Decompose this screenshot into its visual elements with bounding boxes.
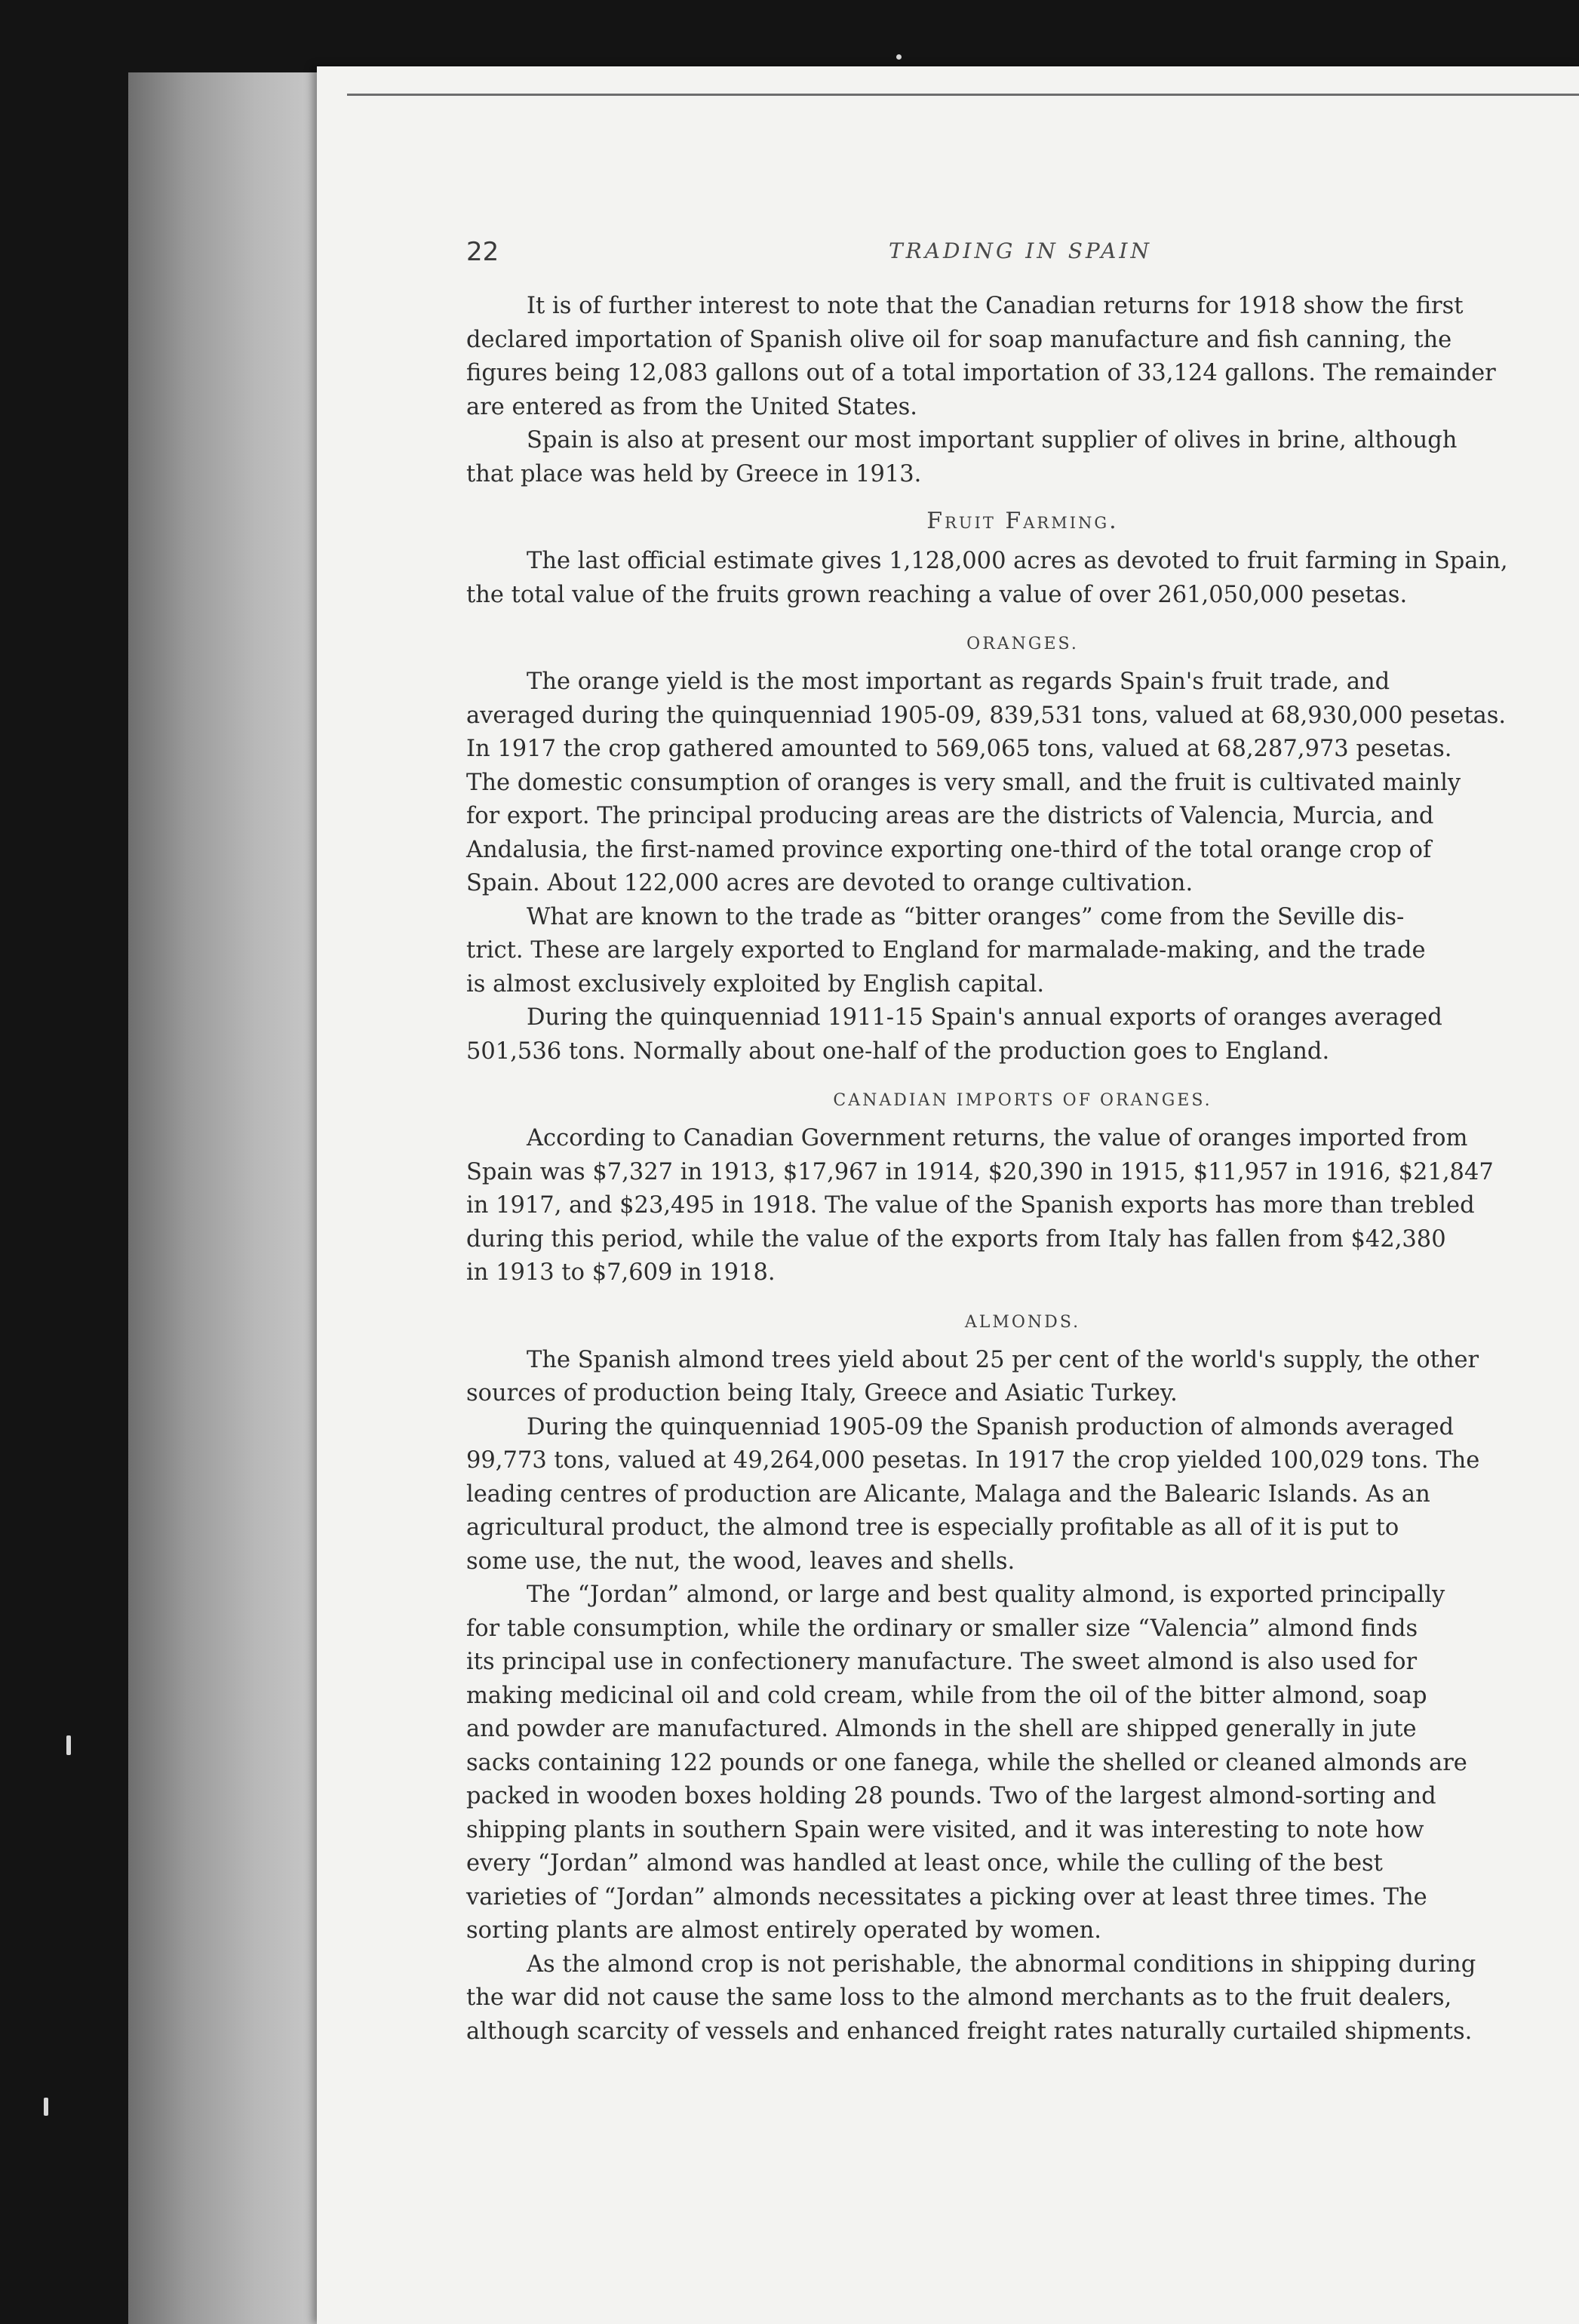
scan-speck [66, 1735, 71, 1755]
paragraph [466, 901, 1579, 1002]
paragraph [466, 1344, 1579, 1411]
book-gutter-shadow [128, 72, 324, 2324]
text-line: Spain. About 122,000 acres are devoted to orange cultivation. [466, 870, 1193, 896]
text-line: The orange yield is the most important as regards Spain's fruit trade, and [527, 669, 1390, 695]
text-line: During the quinquenniad 1905-09 the Spanish production of almonds averaged [527, 1413, 1455, 1440]
text-line: It is of further interest to note that the Canadian returns for 1918 show the first [527, 293, 1464, 319]
text-line: The Spanish almond trees yield about 25 per cent of the world's supply, the other [527, 1346, 1479, 1373]
paragraph [466, 1948, 1579, 2049]
book-page [317, 66, 1579, 2324]
text-line: the war did not cause the same loss to the almond merchants as to the fruit dealers, [466, 1984, 1452, 2011]
text-line: the total value of the fruits grown reaching a value of over 261,050,000 pesetas. [466, 581, 1408, 608]
text-line: The “Jordan” almond, or large and best quality almond, is exported principally [527, 1582, 1445, 1608]
running-head [466, 234, 1579, 284]
text-line: and powder are manufactured. Almonds in the shell are shipped generally in jute [466, 1716, 1417, 1742]
text-line: are entered as from the United States. [466, 393, 917, 420]
text-line: during this period, while the value of the exports from Italy has fallen from $42,380 [466, 1225, 1446, 1253]
text-line: agricultural product, the almond tree is especially profitable as all of it is put to [466, 1514, 1399, 1541]
text-line: 501,536 tons. Normally about one-half of the production goes to England. [466, 1038, 1330, 1065]
text-line: some use, the nut, the wood, leaves and shells. [466, 1548, 1015, 1575]
text-line: that place was held by Greece in 1913. [466, 460, 922, 487]
text-line: declared importation of Spanish olive oil for soap manufacture and fish canning, the [466, 326, 1452, 353]
text-line: varieties of “Jordan” almonds necessitates a picking over at least three times. The [466, 1883, 1427, 1911]
section-heading-canadian-imports: CANADIAN IMPORTS OF ORANGES. [833, 1091, 1212, 1110]
paragraph [466, 666, 1579, 901]
text-line: The domestic consumption of oranges is very small, and the fruit is cultivated mainly [466, 769, 1461, 796]
text-line: averaged during the quinquenniad 1905-09, 839,531 tons, valued at 68,930,000 pesetas. [466, 702, 1507, 729]
text-line: sources of production being Italy, Greece and Asiatic Turkey. [466, 1380, 1178, 1406]
text-line: The last official estimate gives 1,128,000 acres as devoted to fruit farming in Spain, [527, 548, 1508, 574]
page-body [466, 234, 1579, 2049]
paragraph [466, 290, 1579, 424]
text-line: for export. The principal producing areas are the districts of Valencia, Murcia, and [466, 803, 1434, 829]
text-line: is almost exclusively exploited by English capital. [466, 970, 1045, 998]
header-rule [347, 94, 1579, 96]
text-line: According to Canadian Government returns, the value of oranges imported from [527, 1125, 1468, 1151]
text-line: shipping plants in southern Spain were visited, and it was interesting to note how [466, 1816, 1424, 1843]
text-line: every “Jordan” almond was handled at least once, while the culling of the best [466, 1850, 1383, 1877]
text-line: for table consumption, while the ordinary or smaller size “Valencia” almond finds [466, 1615, 1418, 1642]
scan-speck [44, 2098, 48, 2116]
text-line: making medicinal oil and cold cream, while from the oil of the bitter almond, soap [466, 1682, 1427, 1709]
paragraph [466, 1122, 1579, 1290]
paragraph [466, 1579, 1579, 1948]
section-heading-oranges: ORANGES. [966, 635, 1079, 653]
running-title: TRADING IN SPAIN [889, 238, 1152, 263]
text-line: packed in wooden boxes holding 28 pounds. Two of the largest almond-sorting and [466, 1783, 1436, 1809]
text-line: As the almond crop is not perishable, the abnormal conditions in shipping during [527, 1950, 1476, 1978]
scan-speck [896, 54, 902, 60]
section-heading-almonds: ALMONDS. [964, 1312, 1081, 1332]
text-line: sorting plants are almost entirely operated by women. [466, 1917, 1101, 1944]
text-line: What are known to the trade as “bitter oranges” come from the Seville dis- [527, 903, 1405, 930]
text-line: although scarcity of vessels and enhanced freight rates naturally curtailed shipments. [466, 2018, 1473, 2045]
paragraph [466, 545, 1579, 612]
paragraph [466, 1411, 1579, 1579]
paragraph [466, 424, 1579, 491]
text-line: Spain was $7,327 in 1913, $17,967 in 1914, $20,390 in 1915, $11,957 in 1916, $21,847 [466, 1158, 1494, 1185]
text-line: Spain is also at present our most important supplier of olives in brine, although [527, 427, 1458, 453]
text-line: In 1917 the crop gathered amounted to 569,065 tons, valued at 68,287,973 pesetas. [466, 736, 1452, 762]
text-line: trict. These are largely exported to England for marmalade-making, and the trade [466, 937, 1426, 964]
text-line: leading centres of production are Alicante, Malaga and the Balearic Islands. As an [466, 1480, 1430, 1508]
text-line: in 1913 to $7,609 in 1918. [466, 1259, 776, 1286]
text-line: 99,773 tons, valued at 49,264,000 pesetas. In 1917 the crop yielded 100,029 tons. The [466, 1447, 1480, 1474]
text-line: its principal use in confectionery manufacture. The sweet almond is also used for [466, 1649, 1418, 1675]
text-line: in 1917, and $23,495 in 1918. The value of the Spanish exports has more than trebled [466, 1192, 1475, 1219]
text-line: sacks containing 122 pounds or one fanega, while the shelled or cleaned almonds are [466, 1749, 1467, 1776]
paragraph [466, 1001, 1579, 1068]
text-line: figures being 12,083 gallons out of a total importation of 33,124 gallons. The remainder [466, 360, 1496, 386]
text-line: During the quinquenniad 1911-15 Spain's annual exports of oranges averaged [527, 1004, 1442, 1031]
text-line: Andalusia, the first-named province exporting one-third of the total orange crop of [466, 836, 1432, 863]
section-heading-fruit-farming: Fruit Farming. [926, 508, 1119, 534]
page-number: 22 [466, 237, 499, 267]
